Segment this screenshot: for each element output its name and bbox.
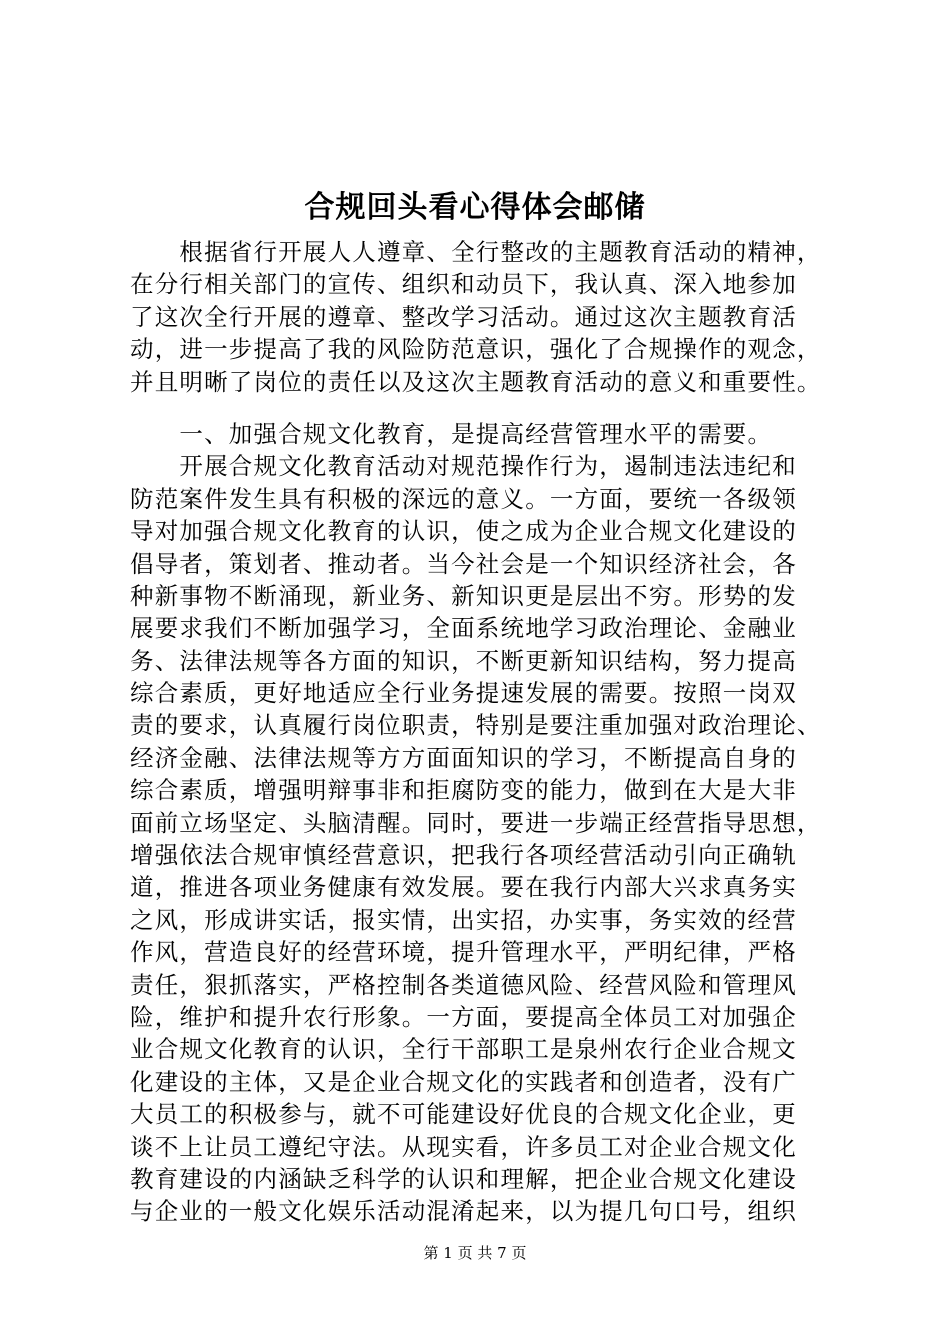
text-line: 作风，营造良好的经营环境，提升管理水平，严明纪律，严格 xyxy=(130,938,797,967)
text-line: 防范案件发生具有积极的深远的意义。一方面，要统一各级领 xyxy=(130,484,797,513)
text-line: 综合素质，更好地适应全行业务提速发展的需要。按照一岗双 xyxy=(130,679,797,708)
text-line: 倡导者，策划者、推动者。当今社会是一个知识经济社会，各 xyxy=(130,549,797,578)
text-line: 务、法律法规等各方面的知识，不断更新知识结构，努力提高 xyxy=(130,646,797,675)
text-line: 种新事物不断涌现，新业务、新知识更是层出不穷。形势的发 xyxy=(130,581,797,610)
text-line: 展要求我们不断加强学习，全面系统地学习政治理论、金融业 xyxy=(130,614,797,643)
text-line: 综合素质，增强明辩事非和拒腐防变的能力，做到在大是大非 xyxy=(130,776,797,805)
document-title: 合规回头看心得体会邮储 xyxy=(304,190,646,225)
paragraph-section-one xyxy=(130,450,842,1227)
text-line: 之风，形成讲实话，报实情，出实招，办实事，务实效的经营 xyxy=(130,905,797,934)
text-line: 责的要求，认真履行岗位职责，特别是要注重加强对政治理论、 xyxy=(130,711,822,740)
text-line: 并且明晰了岗位的责任以及这次主题教育活动的意义和重要性。 xyxy=(130,367,822,396)
text-line: 增强依法合规审慎经营意识，把我行各项经营活动引向正确轨 xyxy=(130,841,797,870)
text-line: 谈不上让员工遵纪守法。从现实看，许多员工对企业合规文化 xyxy=(130,1132,797,1161)
text-line: 道，推进各项业务健康有效发展。要在我行内部大兴求真务实 xyxy=(130,873,797,902)
text-line: 动，进一步提高了我的风险防范意识，强化了合规操作的观念， xyxy=(130,335,822,364)
text-line: 在分行相关部门的宣传、组织和动员下，我认真、深入地参加 xyxy=(130,270,797,299)
text-line: 了这次全行开展的遵章、整改学习活动。通过这次主题教育活 xyxy=(130,302,797,331)
page-footer: 第 1 页 共 7 页 xyxy=(423,1244,527,1262)
text-line: 责任，狠抓落实，严格控制各类道德风险、经营风险和管理风 xyxy=(130,970,797,999)
text-line: 大员工的积极参与，就不可能建设好优良的合规文化企业，更 xyxy=(130,1100,797,1129)
text-line: 根据省行开展人人遵章、全行整改的主题教育活动的精神， xyxy=(130,238,822,266)
text-line: 经济金融、法律法规等方方面面知识的学习，不断提高自身的 xyxy=(130,743,797,772)
paragraph-intro xyxy=(130,236,842,398)
text-line: 导对加强合规文化教育的认识，使之成为企业合规文化建设的 xyxy=(130,517,797,546)
document-body xyxy=(130,236,842,1228)
text-line: 险，维护和提升农行形象。一方面，要提高全体员工对加强企 xyxy=(130,1002,797,1031)
text-line: 面前立场坚定、头脑清醒。同时，要进一步端正经营指导思想， xyxy=(130,808,822,837)
section-heading: 一、加强合规文化教育，是提高经营管理水平的需要。 xyxy=(130,419,773,448)
text-line: 与企业的一般文化娱乐活动混淆起来，以为提几句口号，组织 xyxy=(130,1197,797,1226)
text-line: 业合规文化教育的认识，全行干部职工是泉州农行企业合规文 xyxy=(130,1035,797,1064)
text-line: 化建设的主体，又是企业合规文化的实践者和创造者，没有广 xyxy=(130,1067,797,1096)
text-line: 开展合规文化教育活动对规范操作行为，遏制违法违纪和 xyxy=(130,452,797,481)
text-line: 教育建设的内涵缺乏科学的认识和理解，把企业合规文化建设 xyxy=(130,1164,797,1193)
paragraph-spacer xyxy=(130,398,842,418)
